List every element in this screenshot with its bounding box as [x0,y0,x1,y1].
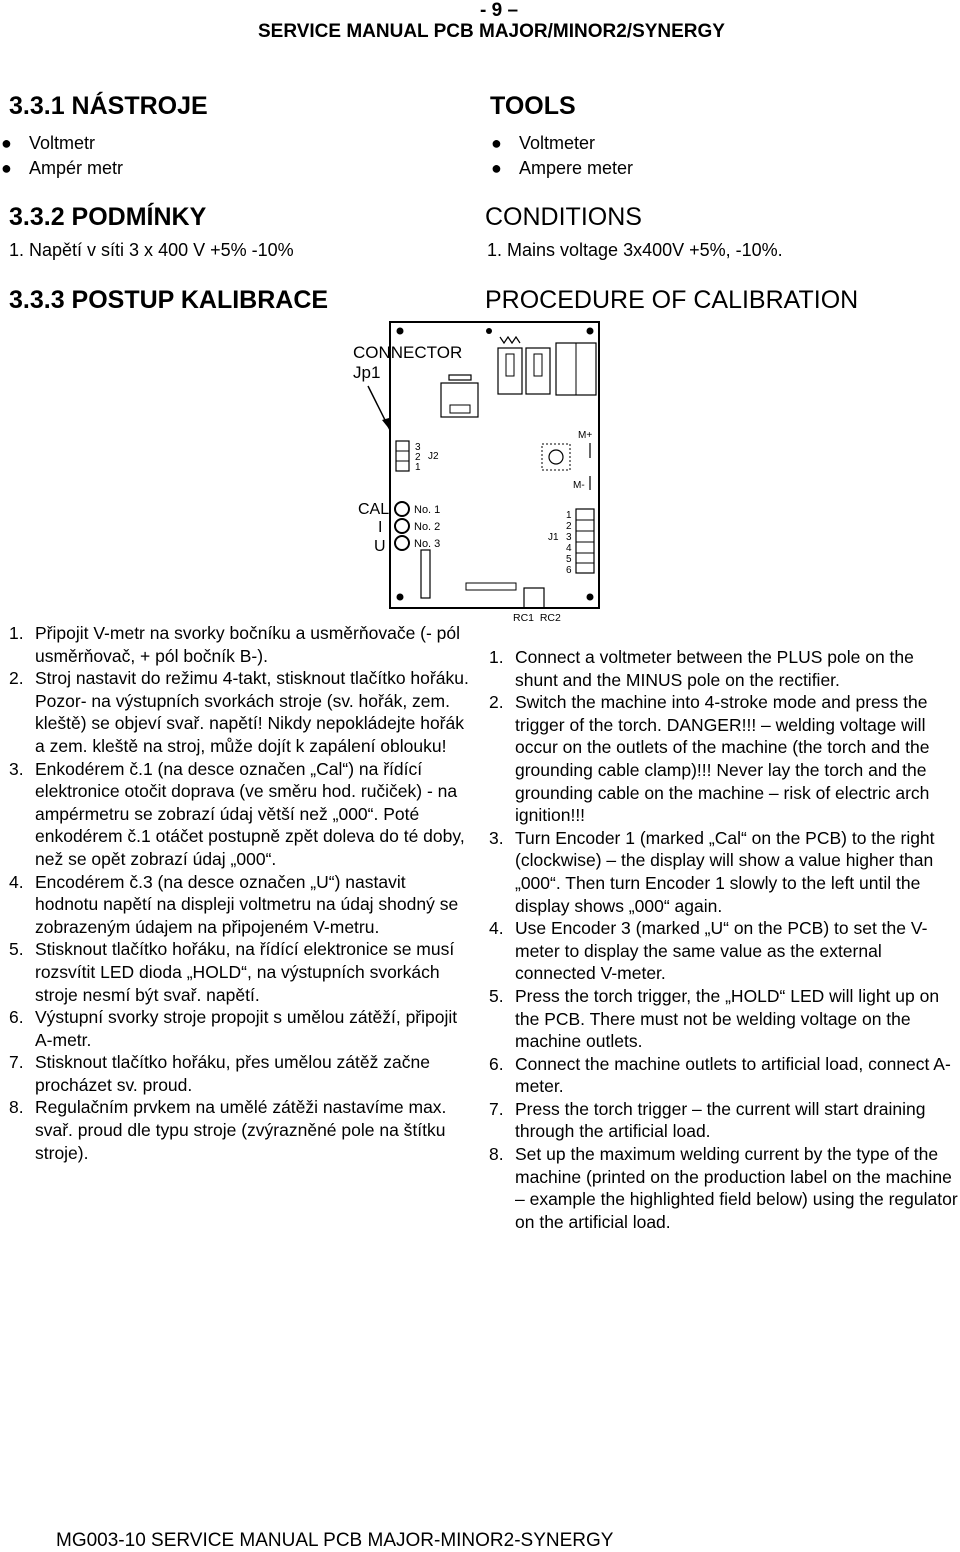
j1-pin-5: 5 [566,554,572,565]
en-step-text: Set up the maximum welding current by the type of the machine (printed on the production label on the machine – example the highlighted field below) using the regulator on the artificial load. [515,1144,958,1232]
connector-pointer-arrowhead [382,418,390,430]
mounting-hole [587,594,594,601]
en-step-6 [489,1053,959,1098]
mounting-hole [486,328,492,334]
cz-step-text: Připojit V-metr na svorky bočníku a usměrňovače (- pól usměrňovač, + pól bočník B-). [35,623,461,666]
en-step-text: Connect the machine outlets to artificial load, connect A-meter. [515,1053,951,1097]
en-step-text: Press the torch trigger, the „HOLD“ LED will light up on the PCB. There must not be welding voltage on the machine outlets. [515,985,940,1052]
en-step-number: 8. [489,1144,504,1165]
conditions-item-en: 1. Mains voltage 3x400V +5%, -10%. [487,240,783,260]
en-step-number: 5. [489,985,504,1006]
u-label: U [374,538,386,555]
cz-step-2 [9,667,469,757]
encoder-2 [395,519,409,533]
connector-label: CONNECTOR [353,343,463,362]
en-step-number: 7. [489,1098,504,1119]
en-step-text: Connect a voltmeter between the PLUS pole on the shunt and the MINUS pole on the rectifier. [515,647,914,690]
encoder-1 [395,502,409,516]
tools-item-cz-1: ● Ampér metr [1,158,124,178]
cz-step-text: Encodérem č.3 (na desce označen „U“) nastavit hodnotu napětí na displeji voltmetru na údaj shodný se zobrazeným údajem na připojeném V-metru. [35,871,459,937]
i-label: I [378,519,383,536]
en-step-text: Switch the machine into 4-stroke mode and press the trigger of the torch. DANGER!!! – welding voltage will occur on the outlets of the machine (the torch and the grounding cable clamp)!!! Never lay the torch and the grounding cable on the machine – risk of electric arch ignition!!! [515,692,930,826]
cz-step-5 [9,938,469,1006]
en-step-text: Use Encoder 3 (marked „U“ on the PCB) to set the V-meter to display the same value as the external connected V-meter. [515,918,928,984]
mounting-hole [397,594,404,601]
cz-step-text: Regulačním prvkem na umělé zátěži nastavíme max. svař. proud dle typu stroje (zvýrazněné pole na štítku stroje). [35,1097,447,1163]
cz-step-number: 4. [9,871,24,892]
footer-text: MG003-10 SERVICE MANUAL PCB MAJOR-MINOR2-SYNERGY [56,1530,614,1551]
cz-step-number: 8. [9,1097,24,1118]
en-step-2 [489,691,959,827]
trigger-button-component [542,444,570,470]
connector-jp1-socket [441,383,478,417]
cz-step-3 [9,758,469,871]
cz-step-number: 3. [9,758,24,779]
encoder-3-label: No. 3 [414,538,441,550]
connector-id-label: Jp1 [353,363,381,382]
relay-middle-inner [534,354,542,376]
conditions-heading-cz: 3.3.2 PODMÍNKY [9,203,207,231]
cz-step-1 [9,622,469,667]
pcb-diagram [0,0,960,640]
j1-pin-1: 1 [566,510,572,521]
connector-jp1-pins [450,405,470,413]
encoder-2-label: No. 2 [414,521,441,533]
page-header-title: SERVICE MANUAL PCB MAJOR/MINOR2/SYNERGY [258,21,725,42]
trigger-button-circle [549,450,563,464]
procedure-heading-en: PROCEDURE OF CALIBRATION [485,286,859,314]
m-plus-label: M+ [578,430,593,441]
horizontal-connector [466,583,516,590]
j1-pin-6: 6 [566,565,572,576]
connector-j2 [396,441,409,471]
j2-pin-1: 1 [415,462,421,473]
cz-step-text: Stroj nastavit do režimu 4-takt, stisknout tlačítko hořáku. Pozor- na výstupních svorkách stroje (sv. hořák, zem. kleště) se objeví svař. napětí! Nikdy nepokládejte hořák a zem. kleště na stroj, může dojít k zapálení oblouku! [35,668,469,756]
en-step-1 [489,646,959,691]
j2-pin-3: 3 [415,442,421,453]
relay-middle [526,348,550,394]
relay-left-inner [506,354,514,376]
en-step-7 [489,1098,959,1143]
j2-label: J2 [428,451,439,462]
tools-item-en-0: ● Voltmeter [491,133,596,153]
steps-list-cz [9,622,469,1164]
cz-step-text: Enkodérem č.1 (na desce označen „Cal“) na řídící elektronice otočit doprava (ve směru hod. ručiček) - na ampérmetru se zobrazí údaj větší než „000“. Poté enkodérem č.1 otáčet postupně zpět doleva do té doby, než se opět zobrazí údaj „000“. [35,758,465,869]
cz-step-6 [9,1006,469,1051]
cz-step-number: 7. [9,1052,24,1073]
en-step-5 [489,985,959,1053]
tools-item-cz-0: ● Voltmetr [1,133,96,153]
j1-pin-4: 4 [566,543,572,554]
rc-labels: RC1 RC2 [513,612,561,624]
en-step-text: Turn Encoder 1 (marked „Cal“ on the PCB) to the right (clockwise) – the display will show a value higher than „000“. Then turn Encoder 1 slowly to the left until the display shows „000“ again. [515,827,935,916]
en-step-3 [489,827,959,917]
cz-step-7 [9,1051,469,1096]
mounting-hole [587,328,594,335]
en-step-4 [489,917,959,985]
relay-left-top-marking [500,337,520,343]
steps-list-en [489,646,959,1233]
en-step-number: 3. [489,827,504,848]
cz-step-number: 6. [9,1007,24,1028]
cz-step-number: 2. [9,668,24,689]
connector-rc [524,588,544,608]
tools-heading-en: TOOLS [490,92,576,120]
cz-step-number: 1. [9,623,24,643]
en-step-number: 1. [489,647,504,667]
cal-label: CAL [358,501,390,518]
j1-pin-2: 2 [566,521,572,532]
page-number: - 9 – [480,0,519,21]
conditions-item-cz: 1. Napětí v síti 3 x 400 V +5% -10% [9,240,294,260]
en-step-text: Press the torch trigger – the current will start draining through the artificial load. [515,1098,926,1142]
cz-step-8 [9,1096,469,1164]
cz-step-text: Výstupní svorky stroje propojit s umělou zátěží, připojit A-metr. [35,1007,458,1050]
tools-item-en-1: ● Ampere meter [491,158,634,178]
en-step-number: 4. [489,918,504,939]
encoder-1-label: No. 1 [414,504,441,516]
en-step-8 [489,1143,959,1233]
tools-heading-cz: 3.3.1 NÁSTROJE [9,92,208,120]
procedure-heading-cz: 3.3.3 POSTUP KALIBRACE [9,286,329,314]
encoder-3 [395,536,409,550]
m-minus-label: M- [573,480,585,491]
cz-step-text: Stisknout tlačítko hořáku, přes umělou zátěž začne procházet sv. proud. [35,1052,430,1095]
en-step-number: 6. [489,1053,504,1074]
relay-left [498,348,522,394]
mounting-hole [397,328,404,335]
en-step-number: 2. [489,692,504,713]
conditions-heading-en: CONDITIONS [485,203,642,231]
j2-pin-2: 2 [415,452,421,463]
cz-step-text: Stisknout tlačítko hořáku, na řídící elektronice se musí rozsvítit LED dioda „HOLD“, na výstupních svorkách stroje nesmí být svař. napětí. [35,939,455,1005]
connector-jp1-body [449,375,471,380]
cz-step-number: 5. [9,939,24,960]
j1-label: J1 [548,532,559,543]
vertical-connector [421,550,430,598]
cz-step-4 [9,871,469,939]
j1-pin-3: 3 [566,532,572,543]
